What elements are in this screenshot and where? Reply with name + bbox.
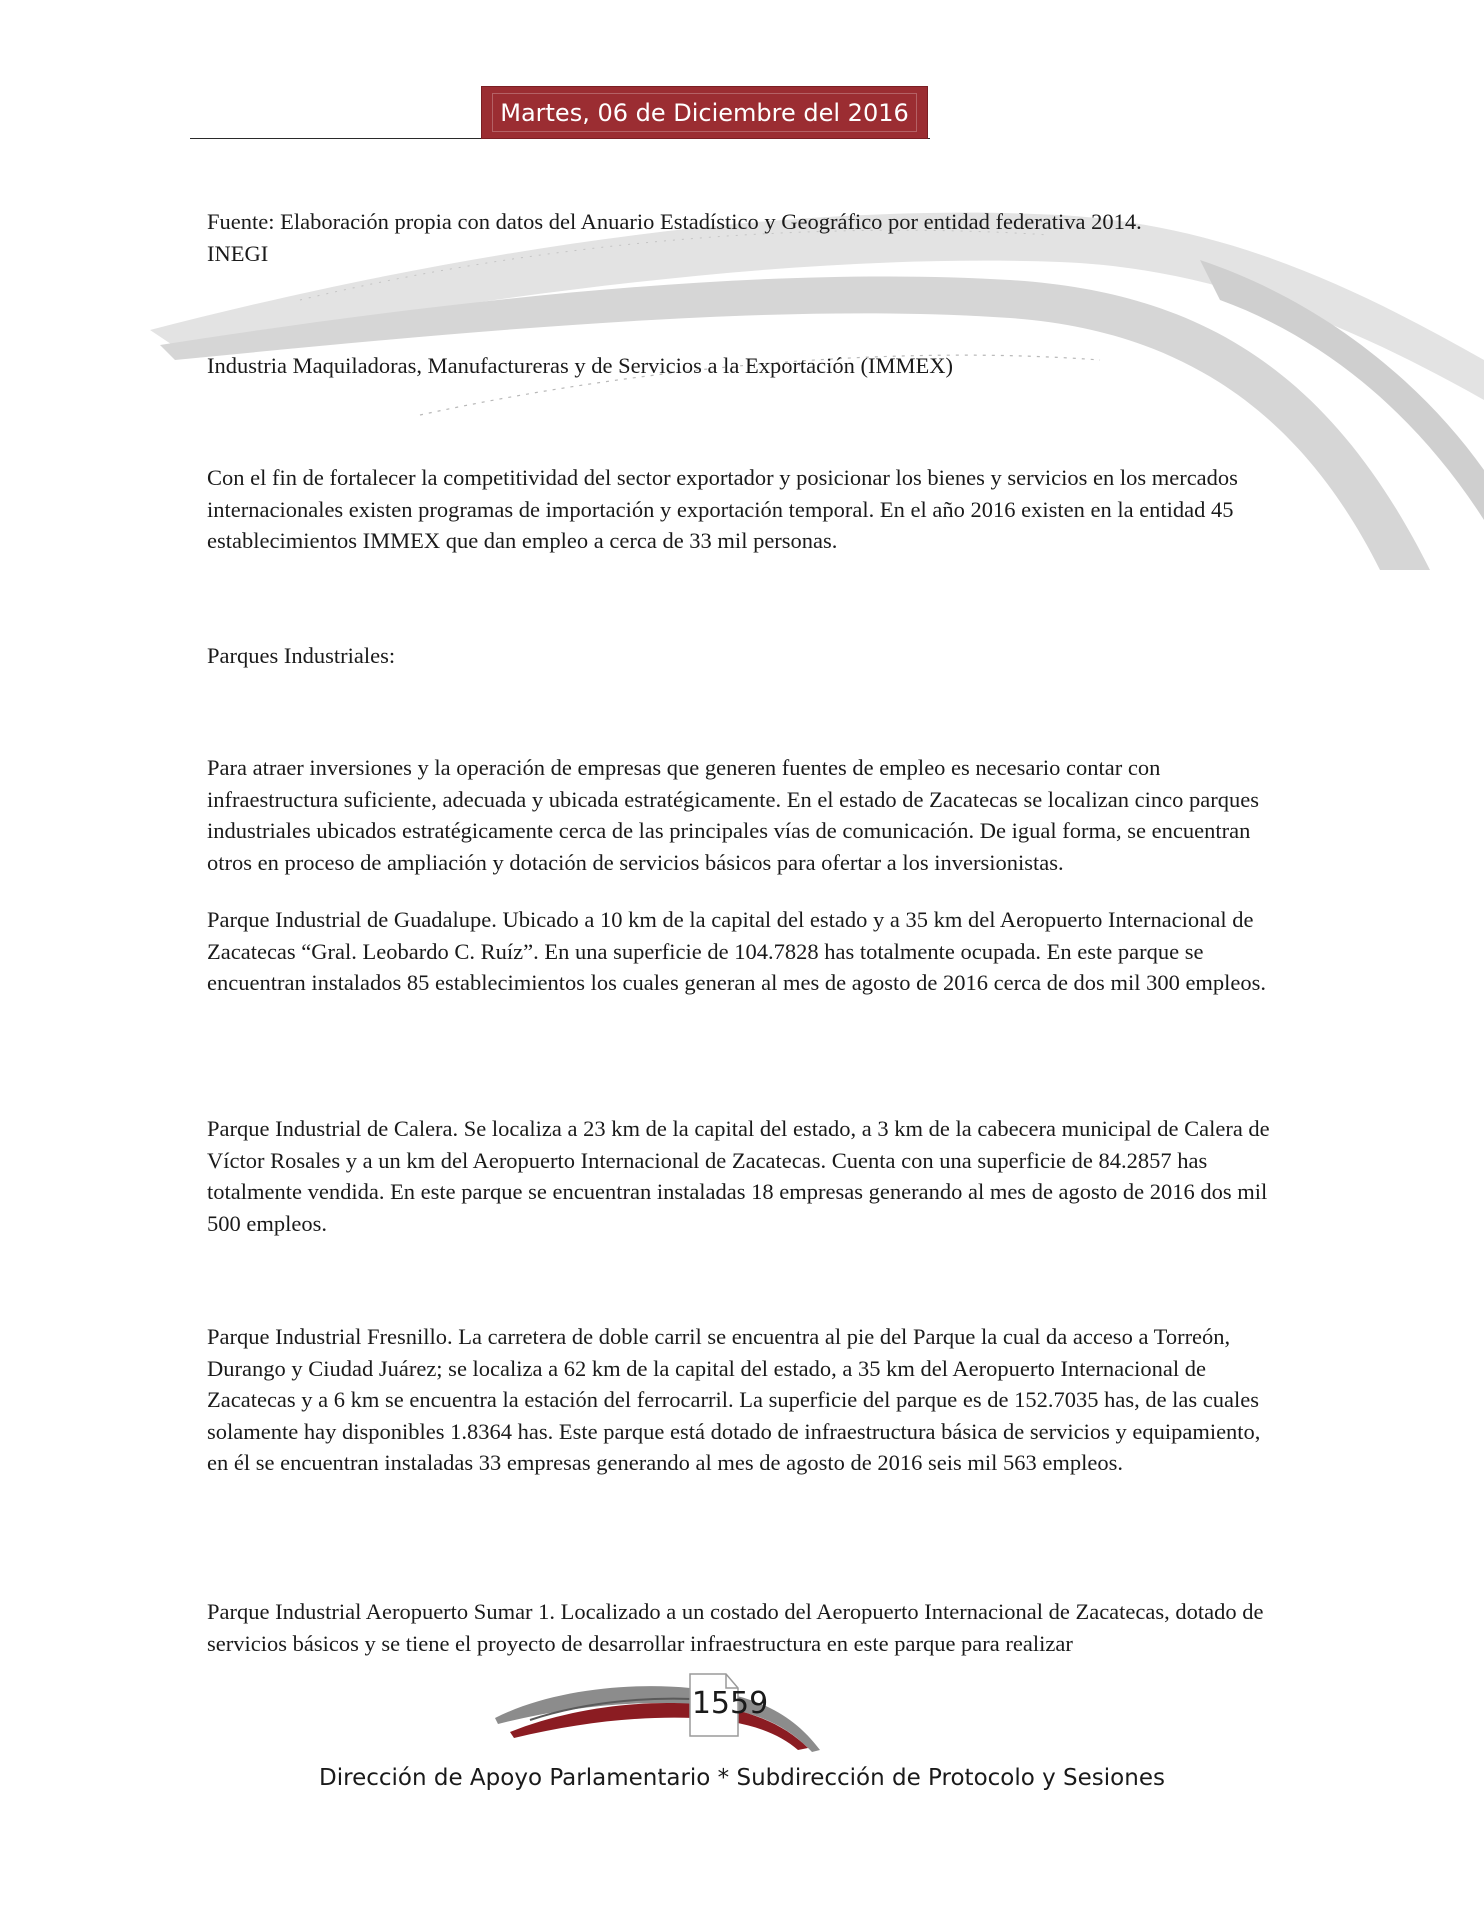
park-sumar-paragraph: Parque Industrial Aeropuerto Sumar 1. Localizado a un costado del Aeropuerto Internacional de Zacatecas, dotado de servicios básicos y se tiene el proyecto de desarrollar infraestructura en este parque para realizar bbox=[207, 1599, 1264, 1656]
footer-swoosh-logo bbox=[490, 1660, 830, 1760]
footer-text: Dirección de Apoyo Parlamentario * Subdirección de Protocolo y Sesiones bbox=[319, 1765, 1165, 1791]
page-number: 1559 bbox=[691, 1686, 769, 1721]
header-date: Martes, 06 de Diciembre del 2016 bbox=[500, 98, 909, 127]
source-line-1: Fuente: Elaboración propia con datos del Anuario Estadístico y Geográfico por entidad federativa 2014. bbox=[207, 209, 1142, 234]
immex-heading: Industria Maquiladoras, Manufactureras y de Servicios a la Exportación (IMMEX) bbox=[207, 353, 954, 378]
header-date-banner bbox=[481, 86, 928, 139]
parks-intro-paragraph: Para atraer inversiones y la operación de empresas que generen fuentes de empleo es necesario contar con infraestructura suficiente, adecuada y ubicada estratégicamente. En el estado de Zacatecas se localizan cinco parques industriales ubicados estratégicamente cerca de las principales vías de comunicación. De igual forma, se encuentran otros en proceso de ampliación y dotación de servicios básicos para ofertar a los inversionistas. bbox=[207, 755, 1259, 875]
source-note bbox=[207, 206, 1287, 269]
source-line-2: INEGI bbox=[207, 240, 269, 266]
immex-paragraph: Con el fin de fortalecer la competitividad del sector exportador y posicionar los bienes y servicios en los mercados internacionales existen programas de importación y exportación temporal. En el año 2016 existen en la entidad 45 establecimientos IMMEX que dan empleo a cerca de 33 mil personas. bbox=[207, 465, 1238, 553]
parks-heading: Parques Industriales: bbox=[207, 643, 396, 668]
park-guadalupe-paragraph: Parque Industrial de Guadalupe. Ubicado a 10 km de la capital del estado y a 35 km del Aeropuerto Internacional de Zacatecas “Gral. Leobardo C. Ruíz”. En una superficie de 104.7828 has totalmente ocupada. En este parque se encuentran instalados 85 establecimientos los cuales generan al mes de agosto de 2016 cerca de dos mil 300 empleos. bbox=[207, 907, 1267, 995]
park-fresnillo-paragraph: Parque Industrial Fresnillo. La carretera de doble carril se encuentra al pie del Parque la cual da acceso a Torreón, Durango y Ciudad Juárez; se localiza a 62 km de la capital del estado, a 35 km del Aeropuerto Internacional de Zacatecas y a 6 km se encuentra la estación del ferrocarril. La superficie del parque es de 152.7035 has, de las cuales solamente hay disponibles 1.8364 has. Este parque está dotado de infraestructura básica de servicios y equipamiento, en él se encuentran instaladas 33 empresas generando al mes de agosto de 2016 seis mil 563 empleos. bbox=[207, 1324, 1261, 1475]
park-calera-paragraph: Parque Industrial de Calera. Se localiza a 23 km de la capital del estado, a 3 km de la cabecera municipal de Calera de Víctor Rosales y a un km del Aeropuerto Internacional de Zacatecas. Cuenta con una superficie de 84.2857 has totalmente vendida. En este parque se encuentran instaladas 18 empresas generando al mes de agosto de 2016 dos mil 500 empleos. bbox=[207, 1116, 1270, 1236]
